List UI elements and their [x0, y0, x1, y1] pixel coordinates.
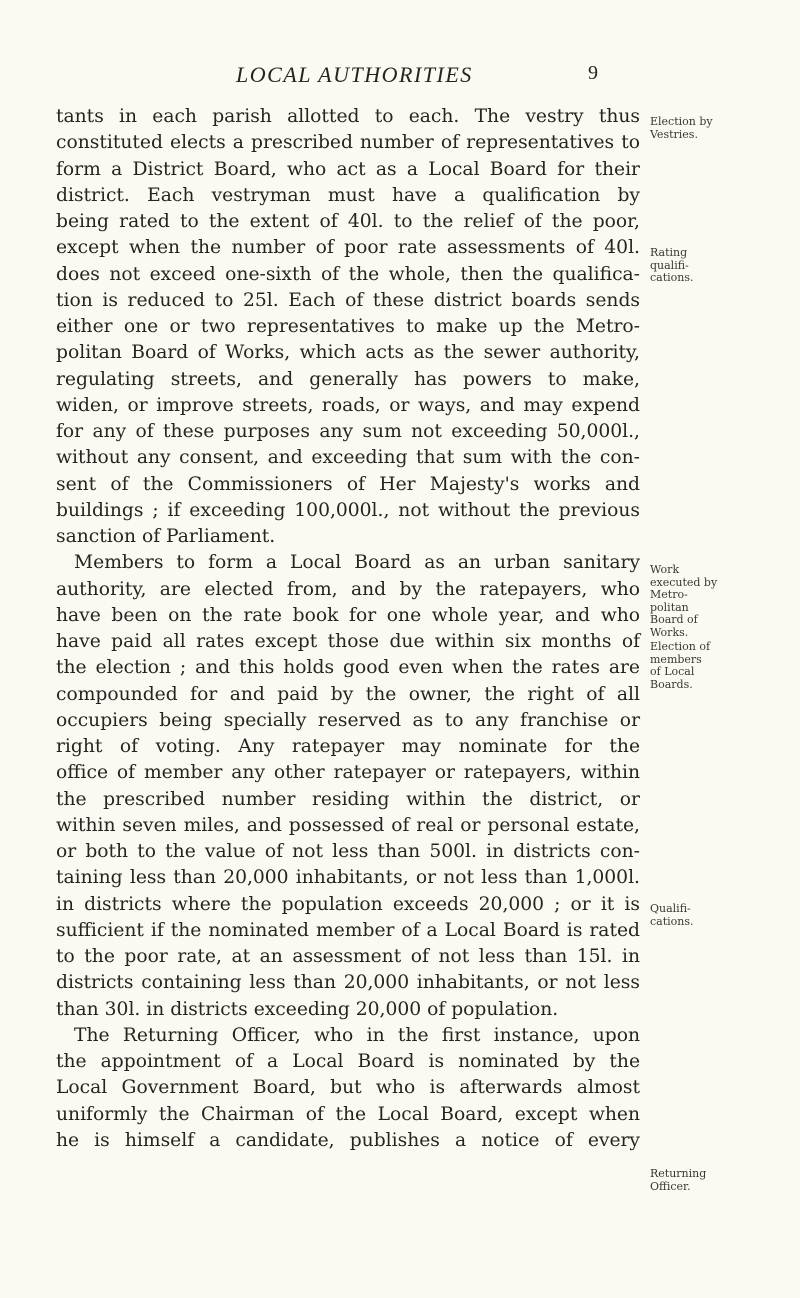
text-line: the appointment of a Local Board is nominated by the	[56, 1051, 640, 1072]
margin-note-line: members	[650, 652, 702, 666]
text-line: for any of these purposes any sum not exceeding 50,000l.,	[56, 421, 640, 442]
margin-note-line: qualifi-	[650, 258, 689, 272]
margin-note-election-by-vestries	[650, 116, 713, 141]
page-number: 9	[588, 62, 598, 84]
margin-note-line: Election by	[650, 115, 713, 128]
running-title: LOCAL AUTHORITIES	[236, 62, 473, 87]
text-line: sanction of Parliament.	[56, 526, 276, 547]
margin-note-returning-officer	[650, 1168, 706, 1193]
text-line: constituted elects a prescribed number of representatives to	[56, 132, 640, 154]
text-line: buildings ; if exceeding 100,000l., not without the previous	[56, 499, 640, 521]
text-line: except when the number of poor rate assessments of 40l.	[56, 237, 640, 259]
margin-note-line: executed by	[650, 575, 718, 589]
text-line: either one or two representatives to make up the Metro-	[56, 316, 640, 337]
margin-note-election-of-members	[650, 641, 710, 691]
margin-note-line: cations.	[650, 271, 694, 284]
text-line: Members to form a Local Board as an urban sanitary	[74, 552, 640, 574]
text-line: have paid all rates except those due within six months of	[56, 631, 640, 652]
text-line: regulating streets, and generally has powers to make,	[56, 368, 640, 390]
text-line: tion is reduced to 25l. Each of these district boards sends	[56, 289, 640, 311]
text-line: being rated to the extent of 40l. to the relief of the poor,	[56, 211, 640, 232]
margin-note-line: Works.	[650, 625, 689, 639]
margin-note-line: Returning	[650, 1167, 707, 1180]
text-line: in districts where the population exceeds 20,000 ; or it is	[56, 893, 640, 915]
text-line: form a District Board, who act as a Local Board for their	[56, 158, 640, 180]
text-line: office of member any other ratepayer or ratepayers, within	[56, 762, 640, 784]
text-line: without any consent, and exceeding that sum with the con-	[56, 447, 640, 469]
text-line: tants in each parish allotted to each. The vestry thus	[56, 106, 640, 127]
margin-note-line: Work	[650, 563, 680, 576]
margin-note-line: Vestries.	[650, 127, 698, 141]
text-line: politan Board of Works, which acts as the sewer authority,	[56, 342, 640, 364]
text-line: within seven miles, and possessed of real or personal estate,	[56, 814, 640, 836]
text-line: district. Each vestryman must have a qualification by	[56, 184, 640, 206]
text-line: authority, are elected from, and by the ratepayers, who	[56, 578, 640, 600]
margin-note-line: of Local	[650, 665, 695, 678]
body-text	[56, 104, 640, 1154]
margin-note-qualifications	[650, 903, 694, 928]
text-line: compounded for and paid by the owner, the right of all	[56, 683, 640, 705]
text-line: uniformly the Chairman of the Local Board, except when	[56, 1103, 640, 1125]
text-line: than 30l. in districts exceeding 20,000 of population.	[56, 998, 559, 1020]
margin-note-line: Officer.	[650, 1179, 691, 1193]
text-line: the prescribed number residing within the district, or	[56, 788, 640, 810]
text-line: have been on the rate book for one whole year, and who	[56, 604, 640, 626]
margin-note-line: Boards.	[650, 677, 693, 691]
margin-note-line: Rating	[650, 246, 688, 259]
text-line: Local Government Board, but who is afterwards almost	[56, 1077, 640, 1099]
text-line: the election ; and this holds good even when the rates are	[56, 657, 640, 679]
margin-note-line: Board of	[650, 613, 698, 626]
text-line: right of voting. Any ratepayer may nominate for the	[56, 736, 640, 757]
text-line: to the poor rate, at an assessment of not less than 15l. in	[56, 946, 640, 967]
margin-note-line: Metro-	[650, 588, 688, 601]
margin-note-line: cations.	[650, 914, 694, 928]
text-line: does not exceed one-sixth of the whole, then the qualifica-	[56, 263, 640, 285]
text-line: he is himself a candidate, publishes a notice of every	[56, 1129, 640, 1151]
text-line: districts containing less than 20,000 inhabitants, or not less	[56, 972, 640, 994]
margin-note-line: politan	[650, 600, 689, 614]
text-line: sent of the Commissioners of Her Majesty's works and	[56, 473, 640, 495]
margin-note-line: Election of	[650, 640, 711, 653]
margin-note-work-executed	[650, 564, 717, 639]
margin-note-line: Qualifi-	[650, 902, 691, 915]
page-header	[0, 62, 800, 92]
text-line: widen, or improve streets, roads, or ways, and may expend	[56, 394, 640, 416]
text-line: sufficient if the nominated member of a Local Board is rated	[56, 919, 640, 941]
text-line: taining less than 20,000 inhabitants, or not less than 1,000l.	[56, 867, 640, 889]
text-line: or both to the value of not less than 500l. in districts con-	[56, 841, 640, 862]
text-line: occupiers being specially reserved as to any franchise or	[56, 709, 640, 731]
margin-note-rating-qualifications	[650, 247, 694, 285]
text-line: The Returning Officer, who in the first instance, upon	[74, 1024, 640, 1046]
